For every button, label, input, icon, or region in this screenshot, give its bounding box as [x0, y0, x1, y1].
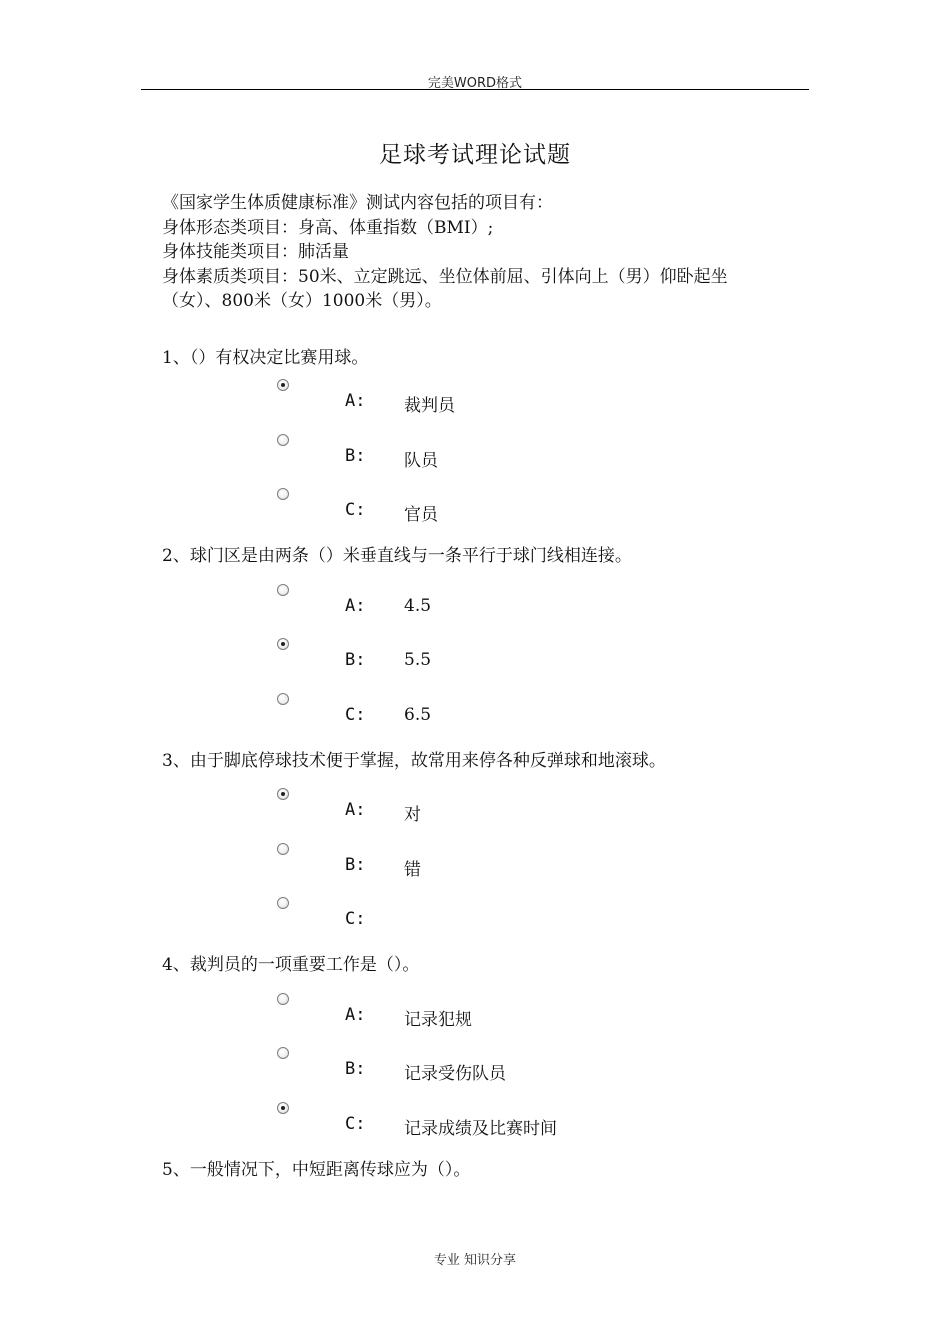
radio-button[interactable]: [277, 1047, 289, 1059]
radio-button[interactable]: [277, 584, 289, 596]
header-divider: [141, 89, 809, 90]
option-letter: C:: [345, 1114, 366, 1134]
radio-button[interactable]: [277, 843, 289, 855]
intro-line: 身体形态类项目：身高、体重指数（BMI）;: [162, 217, 494, 238]
option-text: 记录犯规: [404, 1010, 472, 1030]
radio-button-checked[interactable]: [277, 638, 289, 650]
question-1-option-a: [0, 391, 950, 415]
option-text: 队员: [404, 451, 438, 471]
radio-button[interactable]: [277, 993, 289, 1005]
page-header: 完美WORD格式: [427, 76, 523, 91]
question-4-option-c: [0, 1114, 950, 1138]
option-letter: C:: [345, 500, 366, 520]
question-4-option-b: [0, 1059, 950, 1083]
option-letter: B:: [345, 446, 366, 466]
option-letter: A:: [345, 800, 366, 820]
question-2: 2、球门区是由两条（）米垂直线与一条平行于球门线相连接。: [162, 546, 632, 566]
option-letter: A:: [345, 596, 366, 616]
option-text: 裁判员: [404, 396, 455, 416]
option-text: 错: [404, 860, 421, 880]
option-text: 对: [404, 805, 421, 825]
option-letter: B:: [345, 650, 366, 670]
page-footer: 专业 知识分享: [433, 1253, 517, 1268]
question-2-option-b: [0, 650, 950, 674]
question-3: 3、由于脚底停球技术便于掌握，故常用来停各种反弹球和地滚球。: [162, 751, 666, 771]
intro-paragraph: [162, 191, 802, 314]
intro-line: 身体素质类项目：50米、立定跳远、坐位体前屈、引体向上（男）仰卧起坐: [162, 266, 728, 287]
option-letter: C:: [345, 909, 366, 929]
question-5: 5、一般情况下，中短距离传球应为（）。: [162, 1160, 471, 1180]
option-letter: B:: [345, 1059, 366, 1079]
intro-line: 《国家学生体质健康标准》测试内容包括的项目有：: [162, 193, 553, 213]
option-letter: C:: [345, 705, 366, 725]
question-1: 1、（）有权决定比赛用球。: [162, 348, 369, 368]
radio-button[interactable]: [277, 434, 289, 446]
option-text: 官员: [404, 505, 438, 525]
option-letter: A:: [345, 1005, 366, 1025]
question-2-option-a: [0, 596, 950, 620]
radio-button[interactable]: [277, 488, 289, 500]
option-text: 5.5: [404, 650, 432, 670]
question-1-option-b: [0, 446, 950, 470]
radio-button-checked[interactable]: [277, 379, 289, 391]
radio-button[interactable]: [277, 693, 289, 705]
option-text: 记录受伤队员: [404, 1064, 506, 1084]
option-text: 4.5: [404, 596, 432, 616]
option-text: 记录成绩及比赛时间: [404, 1119, 557, 1139]
intro-line: 身体技能类项目：肺活量: [162, 242, 349, 262]
question-4-option-a: [0, 1005, 950, 1029]
radio-button[interactable]: [277, 897, 289, 909]
intro-line: （女）、800米（女）1000米（男）。: [162, 291, 442, 311]
question-3-option-a: [0, 800, 950, 824]
radio-button-checked[interactable]: [277, 788, 289, 800]
document-title: 足球考试理论试题: [379, 142, 571, 168]
question-2-option-c: [0, 705, 950, 729]
option-text: 6.5: [404, 705, 432, 725]
question-3-option-b: [0, 855, 950, 879]
option-letter: B:: [345, 855, 366, 875]
option-letter: A:: [345, 391, 366, 411]
question-1-option-c: [0, 500, 950, 524]
radio-button-checked[interactable]: [277, 1102, 289, 1114]
question-4: 4、裁判员的一项重要工作是（）。: [162, 955, 420, 975]
question-3-option-c: [0, 909, 950, 933]
